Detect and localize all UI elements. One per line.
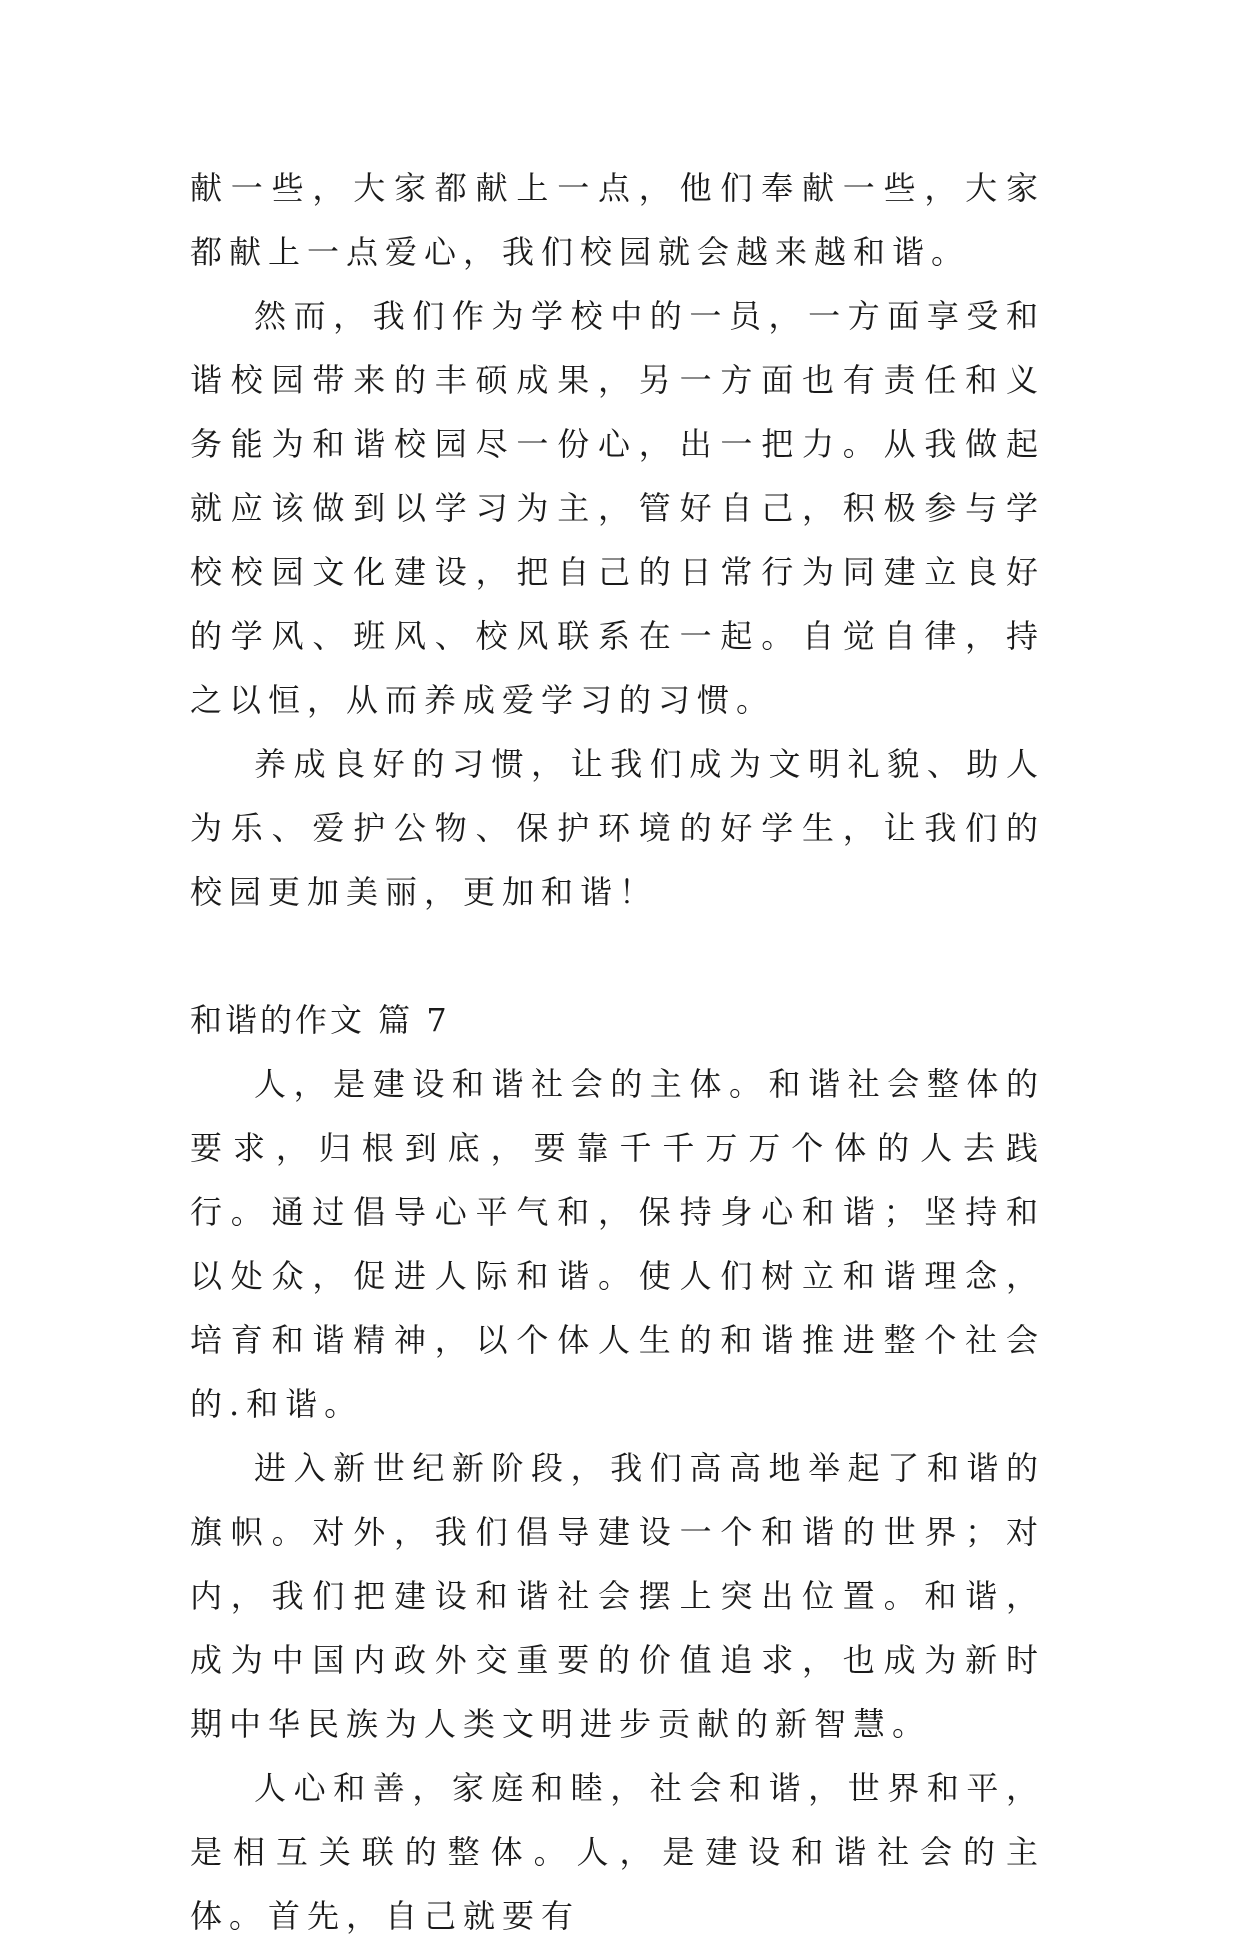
paragraph: 然而，我们作为学校中的一员，一方面享受和谐校园带来的丰硕成果，另一方面也有责任和义务能为和谐校园尽一份心，出一把力。从我做起就应该做到以学习为主，管好自己，积极参与学校校园文化建设，把自己的日常行为同建立良好的学风、班风、校风联系在一起。自觉自律，持之以恒，从而养成爱学习的习惯。 xyxy=(190,297,1045,719)
paragraph: 养成良好的习惯，让我们成为文明礼貌、助人为乐、爱护公物、保护环境的好学生，让我们的校园更加美丽，更加和谐！ xyxy=(190,745,1045,911)
paragraph: 人心和善，家庭和睦，社会和谐，世界和平，是相互关联的整体。人，是建设和谐社会的主体。首先，自己就要有 xyxy=(190,1769,1045,1935)
paragraph-continuation: 献一些，大家都献上一点，他们奉献一些，大家都献上一点爱心，我们校园就会越来越和谐。 xyxy=(190,169,1045,271)
paragraph: 进入新世纪新阶段，我们高高地举起了和谐的旗帜。对外，我们倡导建设一个和谐的世界；对内，我们把建设和谐社会摆上突出位置。和谐，成为中国内政外交重要的价值追求，也成为新时期中华民族为人类文明进步贡献的新智慧。 xyxy=(190,1449,1045,1743)
document-body xyxy=(190,156,1045,1948)
paragraph: 人，是建设和谐社会的主体。和谐社会整体的要求，归根到底，要靠千千万万个体的人去践行。通过倡导心平气和，保持身心和谐；坚持和以处众，促进人际和谐。使人们树立和谐理念，培育和谐精神，以个体人生的和谐推进整个社会的.和谐。 xyxy=(190,1065,1045,1423)
section-heading: 和谐的作文 篇 7 xyxy=(190,1001,450,1039)
